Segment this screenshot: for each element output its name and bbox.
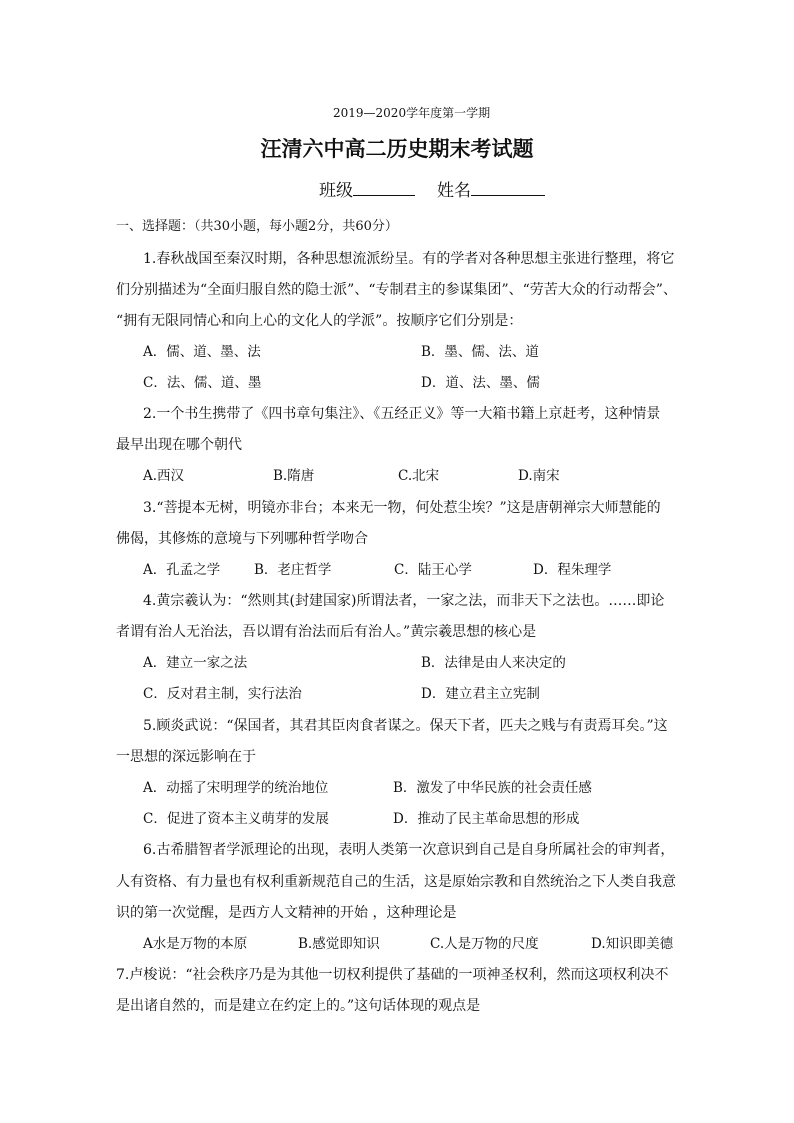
class-name-line xyxy=(319,177,545,203)
option[interactable]: D.南宋 xyxy=(518,468,560,484)
option[interactable]: A．动摇了宋明理学的统治地位 xyxy=(143,780,329,796)
option[interactable]: B．老庄哲学 xyxy=(254,562,332,578)
option[interactable]: C．反对君主制，实行法治 xyxy=(143,686,302,702)
question-text: 识的第一次觉醒，是西方人文精神的开始 ，这种理论是 xyxy=(116,905,457,921)
option[interactable]: A水是万物的本原 xyxy=(143,936,248,952)
question-text: 5.顾炎武说：“保国者，其君其臣肉食者谋之。保天下者，匹夫之贱与有责焉耳矣。”这 xyxy=(143,718,668,734)
option[interactable]: D．推动了民主革命思想的形成 xyxy=(393,811,580,827)
question-text: “拥有无限同情心和向上心的文化人的学派”。按顺序它们分别是： xyxy=(116,313,523,329)
option[interactable]: A．儒、道、墨、法 xyxy=(143,344,261,360)
class-label: 班级 xyxy=(319,181,353,201)
option[interactable]: A.西汉 xyxy=(143,468,185,484)
question-text: 一思想的深远影响在于 xyxy=(116,749,256,765)
name-label: 姓名 xyxy=(437,181,471,201)
option[interactable]: D．道、法、墨、儒 xyxy=(421,375,540,391)
option[interactable]: C.北宋 xyxy=(398,468,440,484)
exam-title: 汪清六中高二历史期末考试题 xyxy=(260,136,534,161)
option[interactable]: C．陆王心学 xyxy=(394,562,472,578)
question-text: 3.“菩提本无树，明镜亦非台；本来无一物，何处惹尘埃？”这是唐朝禅宗大师慧能的 xyxy=(143,500,661,516)
question-text: 最早出现在哪个朝代 xyxy=(116,437,242,453)
option[interactable]: C.人是万物的尺度 xyxy=(430,936,539,952)
option[interactable]: D．建立君主立宪制 xyxy=(421,686,540,702)
option[interactable]: B.感觉即知识 xyxy=(298,936,380,952)
option[interactable]: B．墨、儒、法、道 xyxy=(421,344,539,360)
question-text: 们分别描述为“全面归服自然的隐士派”、“专制君主的参谋集团”、“劳苦大众的行动帮会”、 xyxy=(116,282,677,298)
option[interactable]: C．促进了资本主义萌芽的发展 xyxy=(143,811,329,827)
option[interactable]: A．孔孟之学 xyxy=(143,562,221,578)
class-blank[interactable] xyxy=(353,177,415,196)
option[interactable]: C．法、儒、道、墨 xyxy=(143,375,262,391)
term-header: 2019—2020学年度第一学期 xyxy=(333,106,491,120)
name-blank[interactable] xyxy=(471,177,545,196)
option[interactable]: B．法律是由人来决定的 xyxy=(421,655,566,671)
question-text: 人有资格、有力量也有权利重新规范自己的生活，这是原始宗教和自然统治之下人类自我意 xyxy=(116,874,676,890)
question-text: 2.一个书生携带了《四书章句集注》、《五经正义》等一大箱书籍上京赶考，这种情景 xyxy=(143,406,661,422)
question-text: 佛偈，其修炼的意境与下列哪种哲学吻合 xyxy=(116,531,368,547)
option[interactable]: A．建立一家之法 xyxy=(143,655,248,671)
option[interactable]: B．激发了中华民族的社会责任感 xyxy=(393,780,592,796)
section-heading: 一、选择题：（共30小题，每小题2分，共60分） xyxy=(116,219,398,234)
option[interactable]: D．程朱理学 xyxy=(533,562,612,578)
option[interactable]: B.隋唐 xyxy=(273,468,315,484)
question-text: 4.黄宗羲认为：“然则其(封建国家)所谓法者，一家之法，而非天下之法也。……即论 xyxy=(143,593,665,609)
question-text: 7.卢梭说：“社会秩序乃是为其他一切权利提供了基础的一项神圣权利，然而这项权利决不 xyxy=(116,967,669,983)
option[interactable]: D.知识即美德 xyxy=(591,936,674,952)
question-text: 6.古希腊智者学派理论的出现，表明人类第一次意识到自己是自身所属社会的审判者， xyxy=(143,842,675,858)
question-text: 者谓有治人无治法，吾以谓有治法而后有治人。”黄宗羲思想的核心是 xyxy=(116,624,537,640)
question-text: 1.春秋战国至秦汉时期，各种思想流派纷呈。有的学者对各种思想主张进行整理，将它 xyxy=(143,251,675,267)
question-text: 是出诸自然的，而是建立在约定上的。”这句话体现的观点是 xyxy=(116,998,481,1014)
